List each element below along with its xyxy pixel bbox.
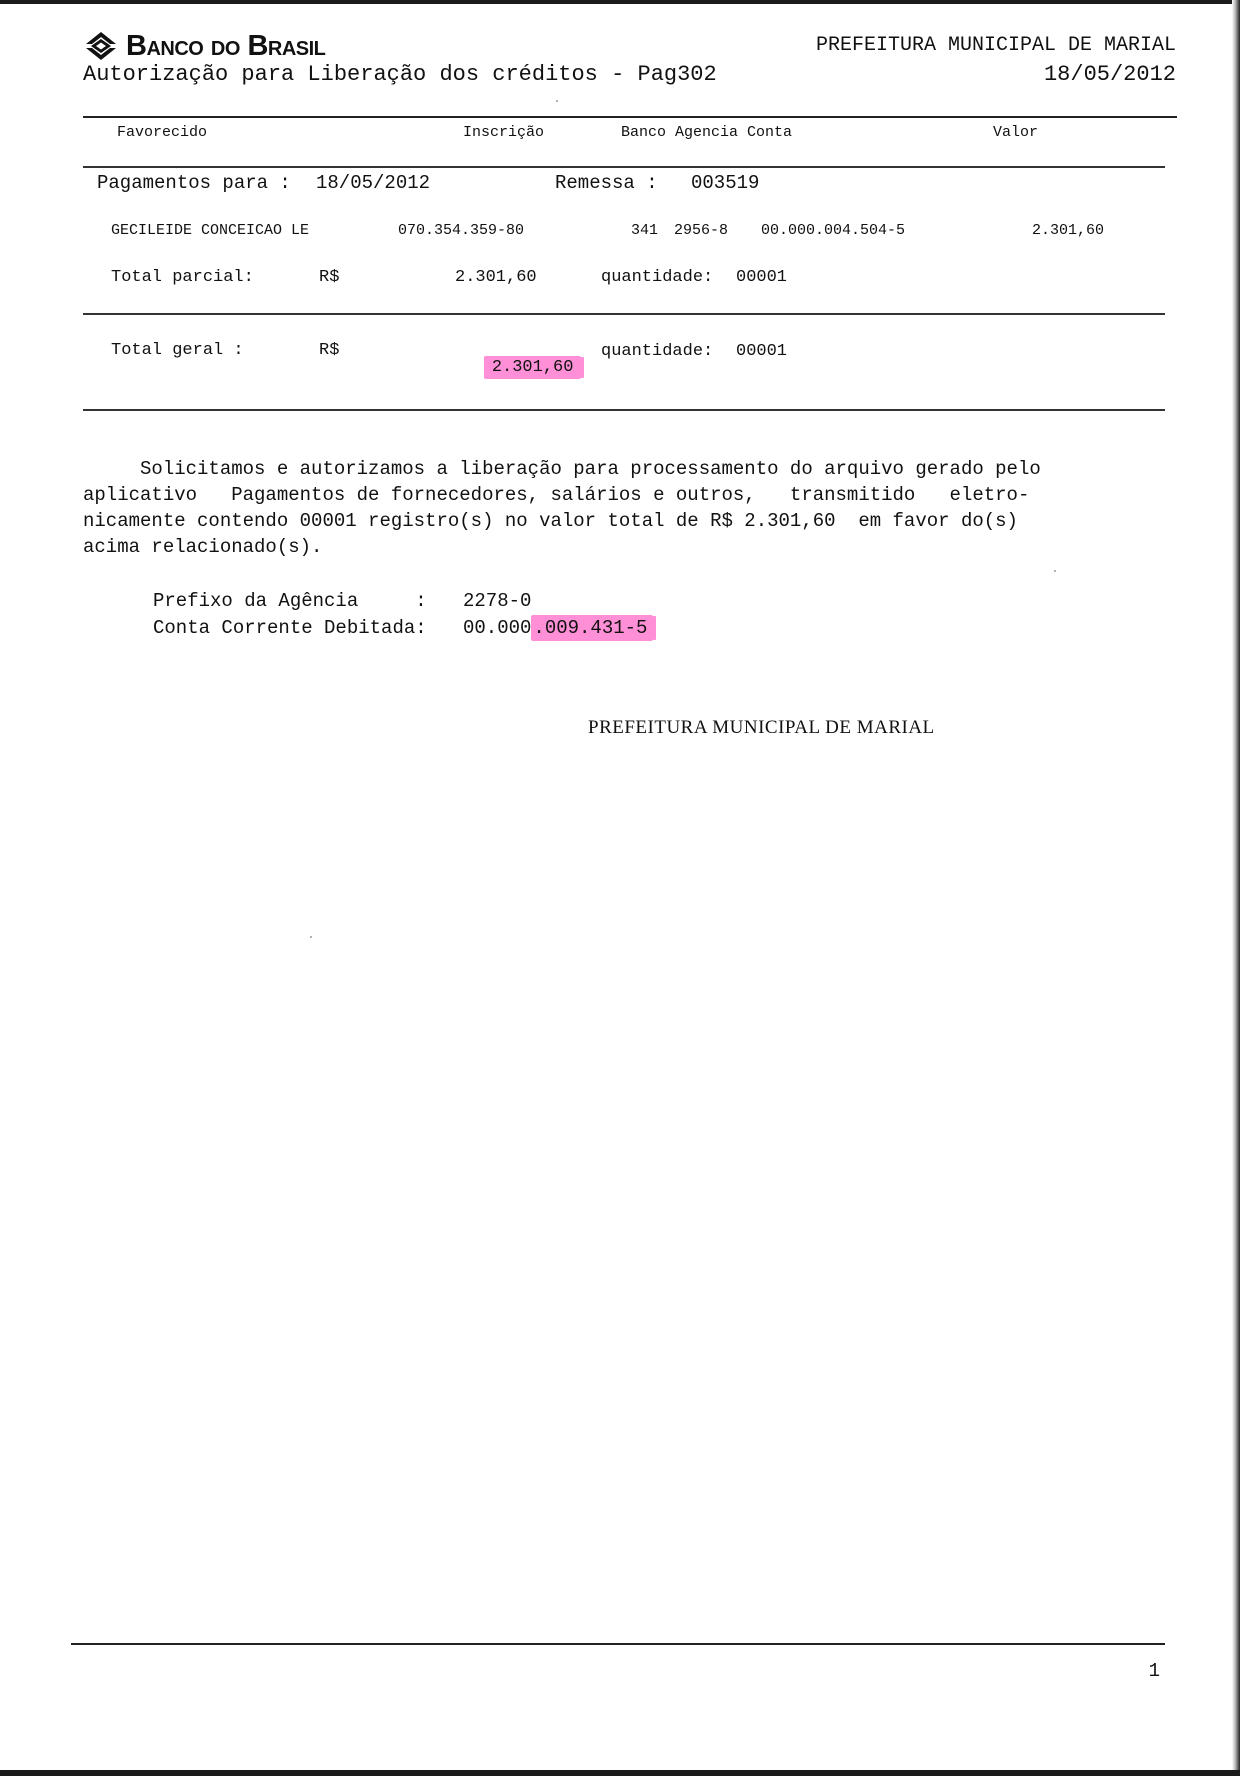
- entry-agencia: 2956-8: [674, 222, 729, 239]
- bank-logo: [84, 28, 325, 64]
- total-geral-qty: 00001: [736, 342, 788, 361]
- document-date: 18/05/2012: [1043, 62, 1176, 87]
- account-highlighted: .009.431-5: [531, 615, 653, 641]
- brand-name: Banco do Brasil: [126, 29, 326, 62]
- total-parcial-value: 2.301,60: [455, 268, 537, 287]
- columns-rule: [83, 166, 1165, 168]
- remessa-label: Remessa :: [555, 172, 658, 194]
- total-parcial-qty: 00001: [736, 268, 788, 287]
- entry-favorecido: GECILEIDE CONCEICAO LE: [111, 222, 310, 239]
- total-geral-label: Total geral :: [111, 341, 244, 360]
- scan-speck: [556, 100, 558, 102]
- banco-do-brasil-logo-icon: [84, 30, 118, 62]
- account-value: [463, 617, 653, 639]
- paragraph-line: Solicitamos e autorizamos a liberação para processamento do arquivo gerado pelo: [83, 458, 1041, 480]
- total-parcial-currency: R$: [319, 268, 340, 287]
- agency-label: Prefixo da Agência :: [153, 590, 427, 612]
- total-geral-value-highlight: [443, 339, 581, 396]
- total-geral-value: 2.301,60: [484, 356, 582, 379]
- authorization-paragraph: [83, 456, 1143, 560]
- paragraph-line: nicamente contendo 00001 registro(s) no valor total de R$ 2.301,60 em favor do(s): [83, 510, 1018, 532]
- agency-value: 2278-0: [463, 590, 532, 612]
- account-label: Conta Corrente Debitada:: [153, 617, 427, 639]
- page-number: 1: [1148, 1660, 1160, 1682]
- footer-rule: [71, 1643, 1165, 1645]
- total-geral-currency: R$: [319, 341, 340, 360]
- total-parcial-label: Total parcial:: [111, 268, 254, 287]
- scan-speck: [1054, 570, 1056, 572]
- entry-valor: 2.301,60: [1032, 222, 1105, 239]
- scan-edge-right: [1232, 0, 1240, 1776]
- remessa-number: 003519: [691, 172, 760, 194]
- scan-speck: [310, 936, 312, 938]
- entry-banco: 341: [631, 222, 659, 239]
- entry-conta: 00.000.004.504-5: [761, 222, 906, 239]
- payments-date: 18/05/2012: [316, 172, 431, 194]
- paragraph-line: acima relacionado(s).: [83, 536, 323, 558]
- total-parcial-qty-label: quantidade:: [601, 268, 714, 287]
- document-title: Autorização para Liberação dos créditos - Pag302: [83, 62, 717, 87]
- col-favorecido: Favorecido: [117, 124, 208, 141]
- col-inscricao: Inscrição: [463, 124, 545, 141]
- total-geral-qty-label: quantidade:: [601, 342, 714, 361]
- totals-rule: [83, 409, 1165, 411]
- payments-label: Pagamentos para :: [97, 172, 291, 194]
- col-banco-agencia-conta: Banco Agencia Conta: [621, 124, 793, 141]
- scan-edge-top: [0, 0, 1240, 4]
- institution-header: PREFEITURA MUNICIPAL DE MARIAL: [815, 34, 1176, 57]
- signature-institution: PREFEITURA MUNICIPAL DE MARIAL: [588, 717, 935, 738]
- paragraph-line: aplicativo Pagamentos de fornecedores, salários e outros, transmitido eletro-: [83, 484, 1030, 506]
- col-valor: Valor: [993, 124, 1039, 141]
- scan-edge-bottom: [0, 1770, 1240, 1776]
- subtotal-rule: [83, 313, 1165, 315]
- header-rule: [83, 116, 1177, 118]
- entry-inscricao: 070.354.359-80: [398, 222, 525, 239]
- account-prefix: 00.000: [463, 617, 532, 639]
